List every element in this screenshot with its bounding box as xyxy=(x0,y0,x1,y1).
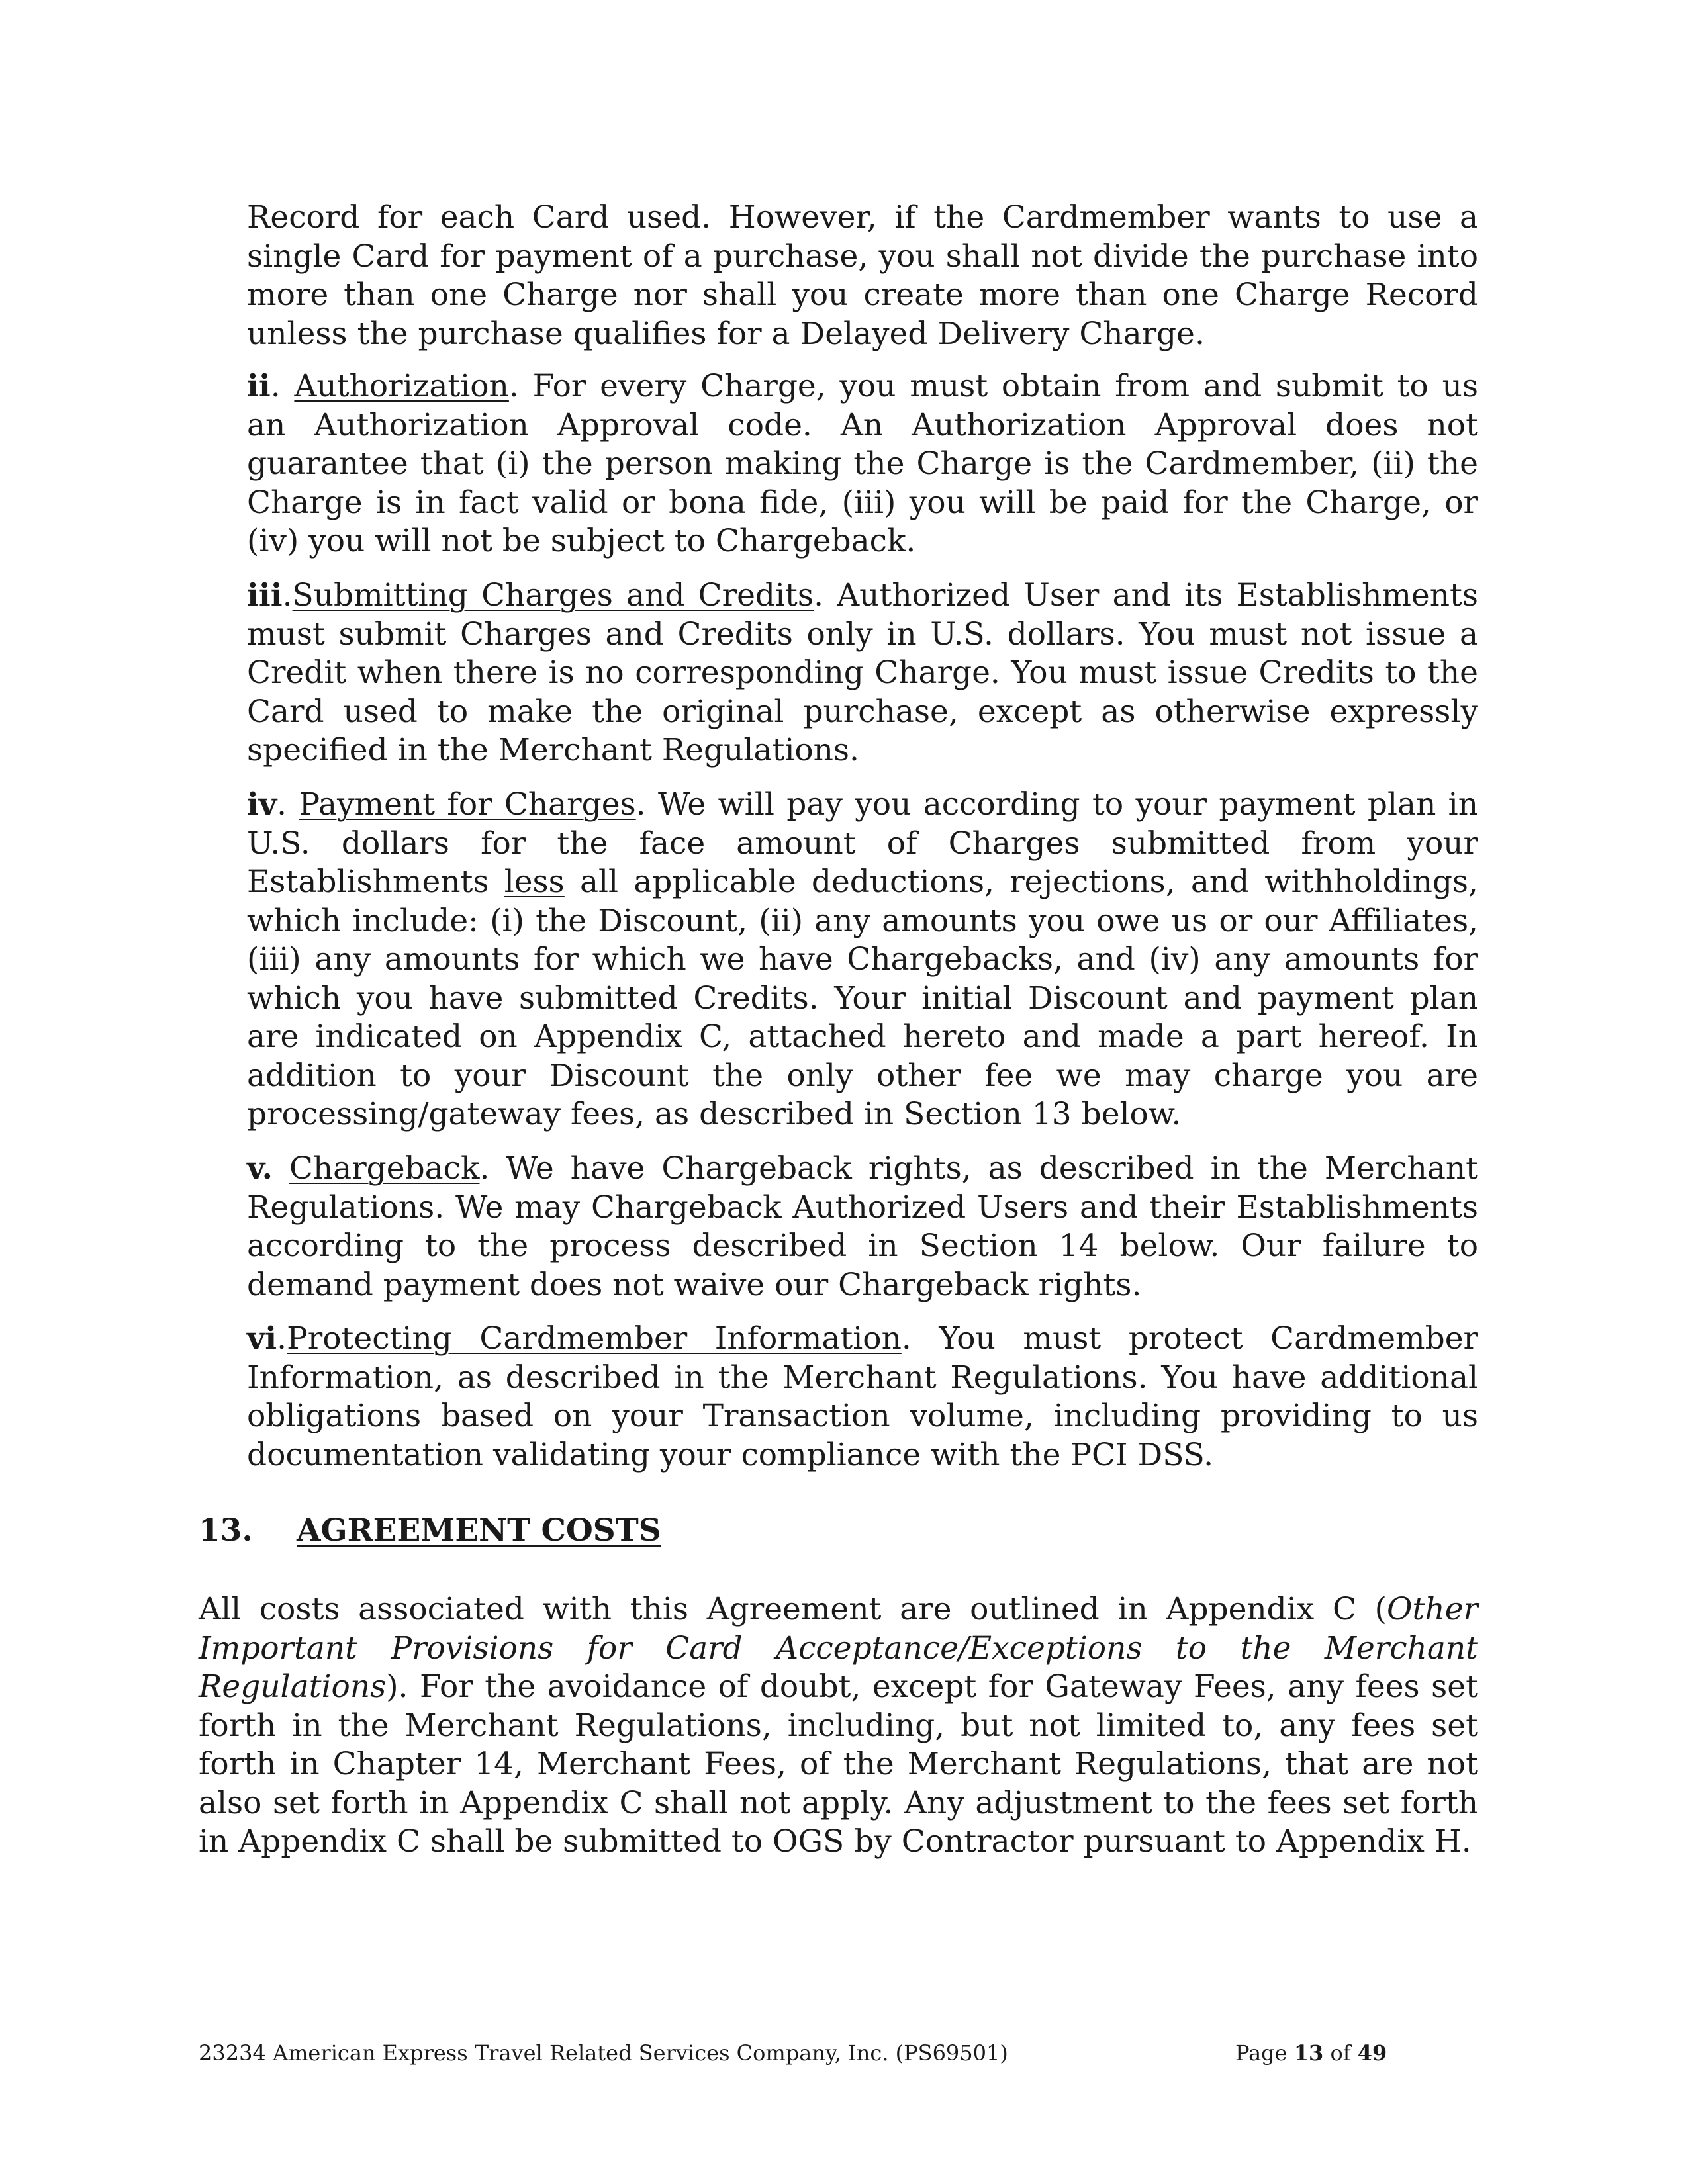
item-text-before: . We will pay you according to your payment plan in U.S. dollars for the face amount of Charges submitted from your Establishments xyxy=(247,786,1478,900)
item-underlined-word: less xyxy=(504,864,565,900)
footer-page-total: 49 xyxy=(1357,2040,1387,2066)
item-marker-punct: . xyxy=(282,577,293,614)
item-marker-punct: . xyxy=(277,1320,287,1357)
item-title: Protecting Cardmember Information xyxy=(287,1320,902,1357)
item-title: Submitting Charges and Credits xyxy=(292,577,814,614)
section-body-after: ). For the avoidance of doubt, except for Gateway Fees, any fees set forth in the Merchant Regulations, including, but not limited to, any fees set forth in Chapter 14, Merchant Fees, of the Merchant Regulations, that are not also set forth in Appendix C shall not apply. Any adjustment to the fees set forth in Appendix C shall be submitted to OGS by Contractor pursuant to Appendix H. xyxy=(199,1668,1478,1860)
item-marker: vi xyxy=(247,1320,277,1357)
footer-document-id: 23234 American Express Travel Related Services Company, Inc. (PS69501) xyxy=(199,2040,1008,2066)
item-text: . We have Chargeback rights, as described in the Merchant Regulations. We may Chargeback Authorized Users and their Establishments according to the process described in Section 14 below. Our failure to demand payment does not waive our Chargeback rights. xyxy=(247,1150,1478,1303)
item-marker: ii xyxy=(247,368,271,404)
item-text-after: all applicable deductions, rejections, and withholdings, which include: (i) the Discount, (ii) any amounts you owe us or our Affiliates, (iii) any amounts for which we have Chargebacks, and (iv) any amounts for which you have submitted Credits. Your initial Discount and payment plan are indicated on Appendix C, attached hereto and made a part hereof. In addition to your Discount the only other fee we may charge you are processing/gateway fees, as described in Section 13 below. xyxy=(247,864,1478,1132)
item-marker: iv xyxy=(247,786,277,823)
item-chargeback xyxy=(247,1150,1478,1304)
item-text: . For every Charge, you must obtain from and submit to us an Authorization Approval code. An Authorization Approval does not guarantee that (i) the person making the Charge is the Cardmember, (ii) the Charge is in fact valid or bona fide, (iii) you will be paid for the Charge, or (iv) you will not be subject to Chargeback. xyxy=(247,368,1478,559)
section-heading xyxy=(199,1512,661,1550)
item-title: Chargeback xyxy=(289,1150,480,1187)
item-marker-punct: . xyxy=(277,786,287,823)
item-marker: v. xyxy=(247,1150,273,1187)
section-number: 13. xyxy=(199,1512,253,1549)
item-payment-for-charges xyxy=(247,786,1478,1134)
item-text: . Authorized User and its Establishments must submit Charges and Credits only in U.S. dollars. You must not issue a Credit when there is no corresponding Charge. You must issue Credits to the Card used to make the original purchase, except as otherwise expressly specified in the Merchant Regulations. xyxy=(247,577,1478,768)
continuation-paragraph xyxy=(247,199,1478,353)
item-protecting-cardmember-info xyxy=(247,1320,1478,1475)
item-submitting-charges xyxy=(247,576,1478,770)
item-authorization xyxy=(247,367,1478,561)
item-marker-punct: . xyxy=(270,368,281,404)
footer-page-word: Page xyxy=(1235,2040,1288,2066)
item-marker: iii xyxy=(247,577,283,614)
section-body-italic: Other Important Provisions for Card Acceptance/Exceptions to the Merchant Regulations xyxy=(199,1591,1478,1705)
section-body xyxy=(199,1590,1478,1862)
item-title: Authorization xyxy=(294,368,509,404)
footer-page-number xyxy=(1235,2040,1387,2066)
section-body-before: All costs associated with this Agreement are outlined in Appendix C ( xyxy=(199,1591,1387,1627)
item-text: . You must protect Cardmember Information, as described in the Merchant Regulations. You have additional obligations based on your Transaction volume, including providing to us documentation validating your compliance with the PCI DSS. xyxy=(247,1320,1478,1473)
footer-page-current: 13 xyxy=(1293,2040,1324,2066)
item-title: Payment for Charges xyxy=(299,786,636,823)
continuation-text: Record for each Card used. However, if the Cardmember wants to use a single Card for payment of a purchase, you shall not divide the purchase into more than one Charge nor shall you create more than one Charge Record unless the purchase qualifies for a Delayed Delivery Charge. xyxy=(247,199,1478,352)
footer-page-of: of xyxy=(1330,2040,1351,2066)
section-title: AGREEMENT COSTS xyxy=(297,1512,661,1549)
